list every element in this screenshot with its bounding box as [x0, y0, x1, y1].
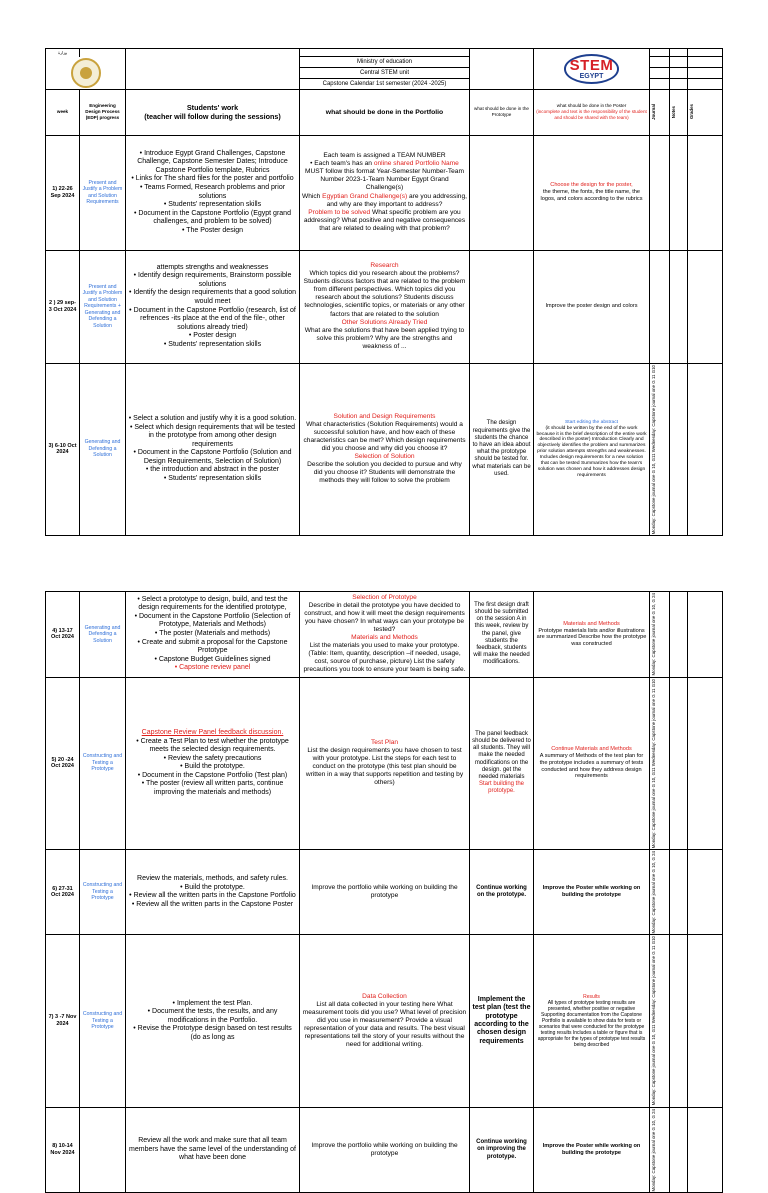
- journal-cell: Monday: Capstone journal one G 10, G 24: [650, 1107, 670, 1193]
- col-poster: what should be done in the Poster (incomplete and text is the responsibility of the student and should be shared with the team): [534, 89, 650, 135]
- portfolio-cell: Test Plan List the design requirements you have chosen to test with your prototype. List the steps for each test to conduct on the prototype (this test plan should be written in a way that supports repetition and testing by others): [300, 677, 470, 849]
- calendar-table-top: [45, 48, 723, 536]
- table-row: [46, 135, 723, 250]
- table-row: [46, 935, 723, 1107]
- edp-cell: Generating and Defending a Solution: [80, 592, 126, 678]
- work-cell: Review the materials, methods, and safety rules. • Build the prototype. • Review all the written parts in the Capstone Portfolio • Review all the written parts in the Capstone Poster: [126, 849, 300, 935]
- poster-cell: Improve the poster design and colors: [534, 250, 650, 363]
- table-row: [46, 677, 723, 849]
- poster-cell: Results All types of prototype testing results are presented, whether positive or negative Supporting documentation from the Capstone Portfolio is available to show data for tests or scenarios that were conducted for the prototype testing results Includes a table or figure that is appropriate for the types of prototype test results being described: [534, 935, 650, 1107]
- prototype-cell: [470, 135, 534, 250]
- col-journal: Journal: [650, 89, 670, 135]
- blank: [80, 49, 126, 57]
- portfolio-cell: Selection of Prototype Describe in detail the prototype you have decided to construct, and how it will meet the design requirements you have chosen? In what ways can your prototype be tested? Materials and Methods List the materials you used to make your prototype. (Table: Item, quantity, description –if needed, usage, cost, source of purchase, picture) List the safety precautions you took to ensure your team is being safe.: [300, 592, 470, 678]
- prototype-cell: The design requirements give the students the chance to have an idea about what the prototype should be tested for. what materials can be used.: [470, 363, 534, 535]
- work-cell: • Introduce Egypt Grand Challenges, Capstone Challenge, Capstone Semester Dates; Introduce Capstone Portfolio template, Rubrics • Links for The shard files for the poster and portfolio • Teams Formed, Research problems and prior solutions • Students' representation skills • Document in the Capstone Portfolio (Egypt grand challenges, and problem to be solved) • The Poster design: [126, 135, 300, 250]
- work-cell: • Select a solution and justify why it is a good solution. • Select which design requirements that will be tested in the prototype from among other design requirements • Document in the Capstone Portfolio (Solution and Design Requirements, Selection of Solution) • the introduction and abstract in the poster • Students' representation skills: [126, 363, 300, 535]
- ministry-seal: [46, 57, 126, 90]
- work-cell: Review all the work and make sure that all team members have the same level of the understanding of what have been done: [126, 1107, 300, 1193]
- portfolio-cell: Improve the portfolio while working on building the prototype: [300, 849, 470, 935]
- poster-cell: Start editing the abstract (it should be written by the end of the work because it is the brief description of the entire work described in the poster) Introduction Clearly and objectively identifies the problem and summarizes prior solution attempts strengths and weaknesses. Includes design requirements for a new solution that can be tested Summarizes how the team's solution was chosen and how it addresses design requirements: [534, 363, 650, 535]
- portfolio-cell: Data Collection List all data collected in your testing here What measurement tools did you use? What level of precision did you use in measurement? Provide a visual representation of your data and results. The best visual representations tell the story of your results without the need for additional writing.: [300, 935, 470, 1107]
- journal-cell: Monday: Capstone journal one G 10, G11 Wednesday: Capstone journal one G 11 G10: [650, 677, 670, 849]
- table-row: [46, 1107, 723, 1193]
- prototype-cell: The first design draft should be submitted on the session A in this week, review by the panel, give students the feedback, students will make the needed modifications.: [470, 592, 534, 678]
- prototype-cell: Continue working on improving the prototype.: [470, 1107, 534, 1193]
- col-edp: Engineering Design Process (EDP) progress: [80, 89, 126, 135]
- table-row: [46, 592, 723, 678]
- table-row: [46, 849, 723, 935]
- ministry-title: Ministry of education: [300, 57, 470, 68]
- week-cell: 2 ) 29 sep-3 Oct 2024: [46, 250, 80, 363]
- portfolio-cell: Solution and Design Requirements What characteristics (Solution Requirements) would a successful solution have, and how each of these characteristics can be met? Which design requirements did you choose and why did you choose it? Selection of Solution Describe the solution you decided to pursue and why did you choose it? Students will demonstrate the methods they will follow to solve the problem: [300, 363, 470, 535]
- week-cell: 1) 22-26 Sep 2024: [46, 135, 80, 250]
- work-cell: attempts strengths and weaknesses • Identify design requirements, Brainstorm possible solutions • Identify the design requirements that a good solution would meet • Document in the Capstone Portfolio (research, list of refrences -its place at the end of the file-, other solutions already tried) • Poster design • Students' representation skills: [126, 250, 300, 363]
- prototype-cell: [470, 250, 534, 363]
- edp-cell: Constructing and Testing a Prototype: [80, 849, 126, 935]
- journal-cell: Monday: Capstone journal one G 10, G 24: [650, 592, 670, 678]
- week-cell: 6) 27-31 Oct 2024: [46, 849, 80, 935]
- journal-cell: Monday: Capstone journal one G 10, G 24: [650, 849, 670, 935]
- week-cell: 4) 13-17 Oct 2024: [46, 592, 80, 678]
- col-students-work: Students' work (teacher will follow during the sessions): [126, 89, 300, 135]
- poster-cell: Improve the Poster while working on building the prototype: [534, 849, 650, 935]
- table-row: [46, 250, 723, 363]
- poster-cell: Choose the design for the poster, the theme, the fonts, the title name, the logos, and colors according to the rubrics: [534, 135, 650, 250]
- col-portfolio: what should be done in the Portfolio: [300, 89, 470, 135]
- edp-cell: Generating and Defending a Solution: [80, 363, 126, 535]
- week-cell: 3) 6-10 Oct 2024: [46, 363, 80, 535]
- table-row: [46, 363, 723, 535]
- poster-cell: Materials and Methods Prototype materials lists and/or illustrations are summarized Describe how the prototype was constructed: [534, 592, 650, 678]
- work-cell: • Implement the test Plan. • Document the tests, the results, and any modifications in the Portfolio. • Revise the Prototype design based on test results (do as long as: [126, 935, 300, 1107]
- col-week: week: [46, 89, 80, 135]
- col-grades: Grades: [688, 89, 723, 135]
- stem-logo: STEM EGYPT: [534, 49, 650, 90]
- seal-icon: [71, 58, 101, 88]
- calendar-table-bottom: [45, 591, 723, 1193]
- work-cell: Capstone Review Panel feedback discussion. • Create a Test Plan to test whether the prototype meets the selected design requirements. • Review the safety precautions • Build the prototype. • Document in the Capstone Portfolio (Test plan) • The poster (review all written parts, continue improving the materials and methods): [126, 677, 300, 849]
- week-cell: 7) 3 -7 Nov 2024: [46, 935, 80, 1107]
- calendar-title: Capstone Calendar 1st semester (2024 -2025): [300, 78, 470, 89]
- edp-cell: [80, 1107, 126, 1193]
- portfolio-cell: Improve the portfolio while working on building the prototype: [300, 1107, 470, 1193]
- prototype-cell: The panel feedback should be delivered to all students. They will make the needed modifications on the design. get the needed materials Start building the prototype.: [470, 677, 534, 849]
- week-cell: 8) 10-14 Nov 2024: [46, 1107, 80, 1193]
- prototype-cell: Implement the test plan (test the prototype according to the chosen design requirements: [470, 935, 534, 1107]
- prototype-cell: Continue working on the prototype.: [470, 849, 534, 935]
- work-cell: • Select a prototype to design, build, and test the design requirements for the identified prototype, • Document in the Capstone Portfolio (Selection of Prototype, Materials and Methods) • The poster (Materials and methods) • Create and submit a proposal for the Capstone Prototype • Capstone Budget Guidelines signed • Capstone review panel: [126, 592, 300, 678]
- col-notes: Notes: [670, 89, 688, 135]
- poster-cell: Continue Materials and Methods A summary of Methods of the test plan for the prototype includes a summary of tests conducted and how they address design requirements: [534, 677, 650, 849]
- week-cell: 5) 20 -24 Oct 2024: [46, 677, 80, 849]
- journal-cell: Monday: Capstone journal one G 10, G11 Wednesday: Capstone journal one G 11 G10: [650, 935, 670, 1107]
- portfolio-cell: Each team is assigned a TEAM NUMBER • Each team's has an online shared Portfolio Name MUST follow this format Year-Semester Number-Team Number 2023-1-Team Number Egypt Grand Challenge(s) Which Egyptian Grand Challenge(s) are you addressing, and why are they important to address? Problem to be solved What specific problem are you addressing? What positive and negative consequences that are related to dealing with that problem?: [300, 135, 470, 250]
- corner-label: وزارة: [46, 49, 80, 57]
- portfolio-cell: Research Which topics did you research about the problems? Students discuss factors that are related to the problem from different perspectives. Which topics did you research about the solutions? Students discuss technologies, scientific topics, or materials or any other factors that are related to the solution Other Solutions Already Tried What are the solutions that have been applied trying to solve this problem? Why are the strengths and weakness of ...: [300, 250, 470, 363]
- edp-cell: Constructing and Testing a Prototype: [80, 677, 126, 849]
- col-prototype: what should be done in the Prototype: [470, 89, 534, 135]
- edp-cell: Constructing and Testing a Prototype: [80, 935, 126, 1107]
- unit-title: Central STEM unit: [300, 67, 470, 78]
- edp-cell: Present and Justify a Problem and Solution Requirements + Generating and Defending a Solution: [80, 250, 126, 363]
- journal-cell: Monday: Capstone journal one G 10, G11 Wednesday: Capstone journal one G 11 G10: [650, 363, 670, 535]
- poster-cell: Improve the Poster while working on building the prototype: [534, 1107, 650, 1193]
- edp-cell: Present and Justify a Problem and Solution Requirements: [80, 135, 126, 250]
